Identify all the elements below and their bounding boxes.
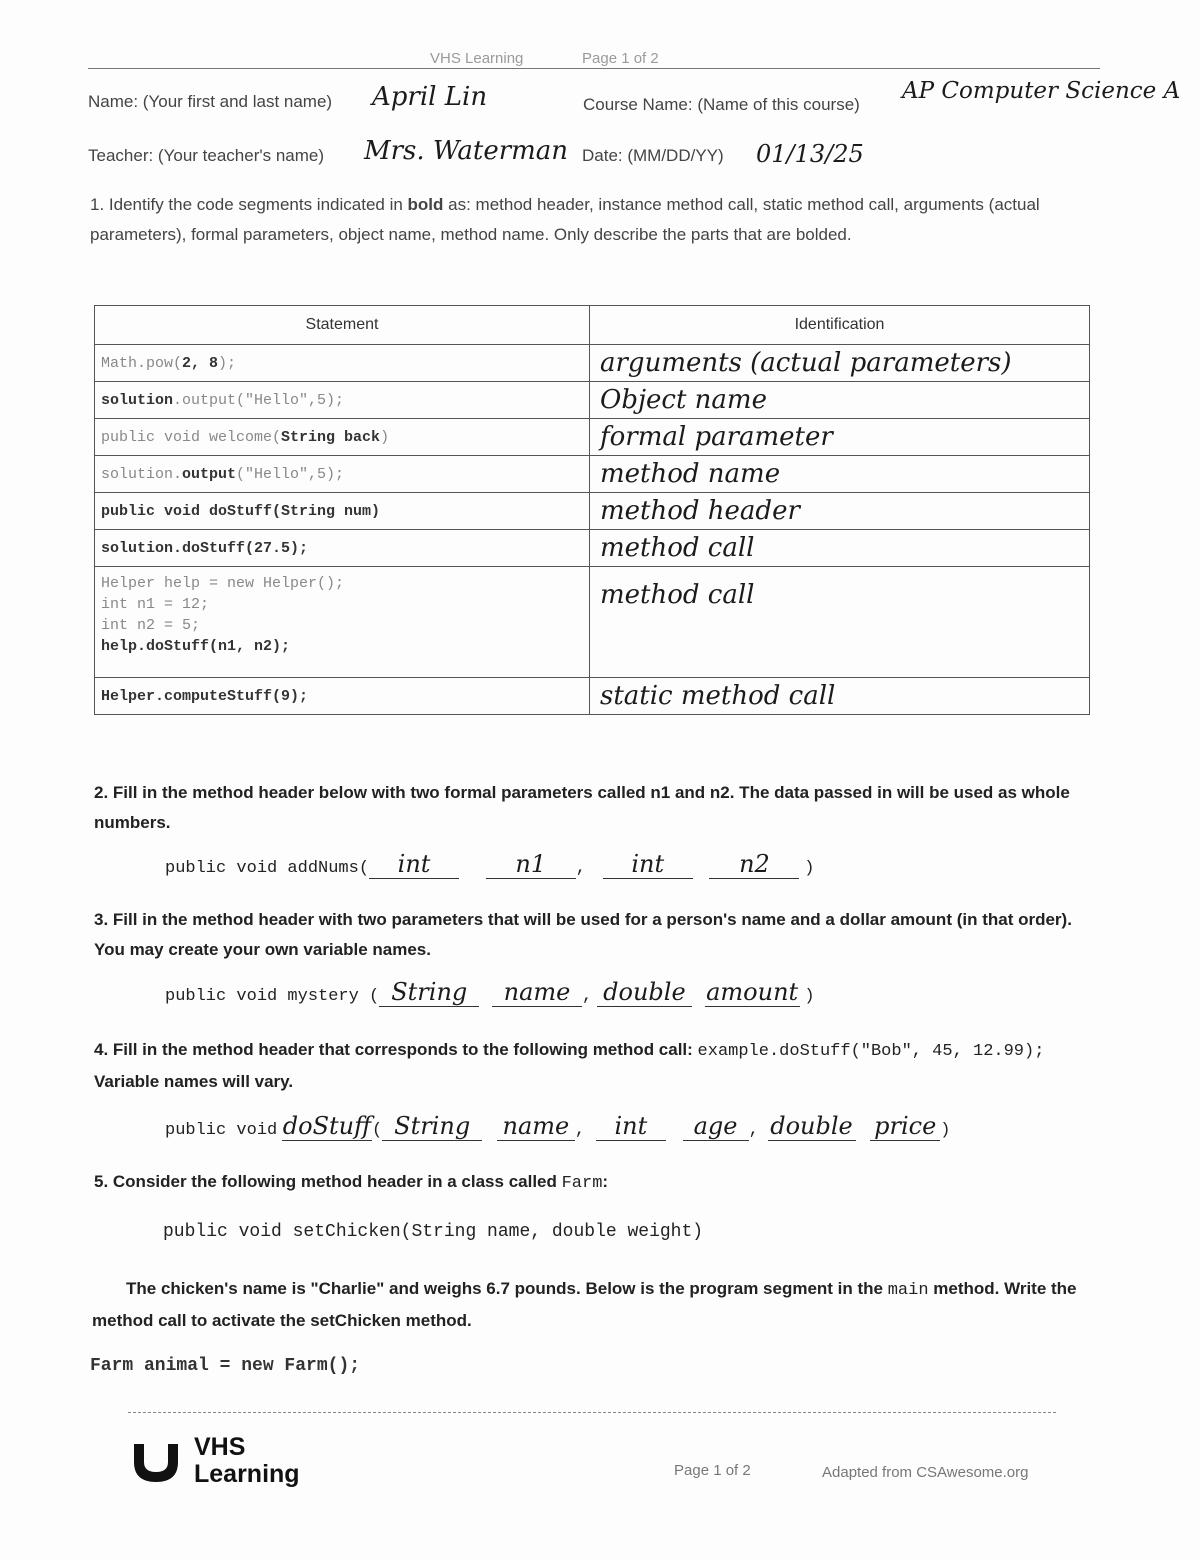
q4-blank[interactable]: price [870,1112,940,1141]
statement-cell [95,456,590,493]
q4-blank[interactable]: int [596,1112,666,1141]
q3-blank[interactable]: amount [706,978,799,1006]
statement-plain: solution. [101,465,183,483]
q2-blank[interactable]: int [369,850,459,879]
statement-plain: ("Hello",5); [236,465,345,483]
logo-text [194,1434,300,1488]
statement-bold: Helper.computeStuff(9); [101,687,309,705]
q3-answer-line: public void mystery ( String name , double amount ) [165,978,815,1006]
table-row [95,493,1090,530]
statement-bold: solution [101,391,174,409]
q2-answer-line: public void addNums( int n1 , int n2 ) [165,850,815,878]
answer-cell: method call [590,530,1090,567]
q5-class-name: Farm [561,1174,603,1193]
q5-description [92,1274,1092,1336]
answer-cell: formal parameter [590,419,1090,456]
q4-code-call: example.doStuff("Bob", 45, 12.99); [697,1042,1045,1061]
footer-rule [128,1412,1056,1413]
q4-blank[interactable]: name [497,1112,575,1141]
q5-header-code: public void setChicken(String name, double weight) [163,1222,704,1242]
col-identification-header: Identification [590,306,1090,345]
q4-text-b: Variable names will vary. [94,1072,294,1091]
logo-line1: VHS [194,1433,246,1461]
course-label: Course Name: (Name of this course) [583,95,860,114]
q2-blank[interactable]: n2 [709,850,799,879]
table-header-row [95,306,1090,345]
statement-bold: String back [281,428,381,446]
statement-line: int n2 = 5; [101,617,201,634]
table-row [95,382,1090,419]
q4-blank[interactable]: double [768,1112,856,1141]
statement-cell [95,345,590,382]
q5-desc-a: The chicken's name is "Charlie" and weighs 6.7 pounds. Below is the program segment in the [126,1279,888,1298]
q3-close-paren: ) [804,987,815,1006]
answer-cell: static method call [590,678,1090,715]
answer-cell: method name [590,456,1090,493]
q4-blank[interactable]: age [683,1112,749,1141]
q3-text: 3. Fill in the method header with two parameters that will be used for a person's name and a dollar amount (in that order). You may create your own variable names. [94,910,1072,959]
statement-plain: public void welcome( [101,428,282,446]
q5-text-a: 5. Consider the following method header in a class called [94,1172,562,1191]
statement-plain: ) [380,428,390,446]
date-value: 01/13/25 [756,140,864,168]
q4-code: public void [165,1121,278,1140]
q5-code-line: Farm animal = new Farm(); [90,1356,361,1376]
q3-blank[interactable]: name [492,978,582,1007]
q4-blank[interactable]: String [382,1112,482,1141]
q4-text-a: 4. Fill in the method header that corresponds to the following method call: [94,1040,698,1059]
q4-close-paren: ) [940,1121,951,1140]
q1-text-a: 1. Identify the code segments indicated in [90,195,408,214]
name-label: Name: (Your first and last name) [88,92,333,111]
q1-text-b: as: method header, instance method call, static method call, arguments (actual parameters), formal parameters, object name, method name. Only describe the parts that are bolded. [90,195,1040,244]
statement-bold: public void doStuff(String num) [101,502,381,520]
table-row [95,567,1090,678]
table-row [95,678,1090,715]
answer-cell: arguments (actual parameters) [590,345,1090,382]
statement-plain: .output("Hello",5); [173,391,345,409]
table-row [95,345,1090,382]
date-label: Date: (MM/DD/YY) [582,146,724,165]
statement-cell [95,493,590,530]
statement-bold: 2, 8 [182,354,219,372]
q2-close-paren: ) [804,859,815,878]
q2-text: 2. Fill in the method header below with two formal parameters called n1 and n2. The data passed in will be used as whole numbers. [94,783,1070,832]
statement-cell [95,678,590,715]
q1-text-bold: bold [407,195,444,214]
q5-text-b: : [602,1172,609,1191]
q3-blank[interactable]: double [597,978,692,1007]
answer-cell: method header [590,493,1090,530]
q5-text [94,1167,608,1199]
q1-instructions [90,190,1090,250]
course-value: AP Computer Science A [902,78,1181,104]
statement-plain: ); [218,354,237,372]
statement-cell [95,419,590,456]
statement-cell [95,530,590,567]
footer-credit: Adapted from CSAwesome.org [822,1464,1029,1481]
logo-line2: Learning [194,1460,300,1488]
table-row [95,456,1090,493]
teacher-value: Mrs. Waterman [364,136,569,166]
col-statement-header: Statement [95,306,590,345]
footer-page: Page 1 of 2 [674,1462,751,1479]
answer-cell: method call [590,567,1090,678]
q2-blank[interactable]: int [603,850,693,879]
q2-code: public void addNums( [165,859,370,878]
top-source-label: VHS Learning [430,50,524,67]
q4-answer-line: public void doStuff( String name , int age , double price ) [165,1112,951,1140]
name-value: April Lin [372,82,488,112]
statement-plain: Math.pow( [101,354,183,372]
top-rule [88,68,1100,69]
statement-bold: solution.doStuff(27.5); [101,539,309,557]
statement-cell [95,382,590,419]
teacher-label: Teacher: (Your teacher's name) [88,146,325,165]
identification-table [94,305,1090,715]
q4-text [94,1035,1094,1097]
statement-line: int n1 = 12; [101,596,210,613]
table-row [95,419,1090,456]
statement-bold: output [182,465,237,483]
top-page-label: Page 1 of 2 [582,50,659,67]
q5-desc-b: method. Write the method call to activate the setChicken method. [92,1279,1077,1330]
vhs-logo-icon [128,1440,184,1486]
statement-bold: help.doStuff(n1, n2); [101,638,291,655]
statement-line: Helper help = new Helper(); [101,575,345,592]
q3-blank[interactable]: String [379,978,479,1007]
q2-blank[interactable]: n1 [486,850,576,879]
q5-desc-main: main [887,1281,929,1300]
q3-code: public void mystery ( [165,987,380,1006]
table-row [95,530,1090,567]
statement-cell [95,567,590,678]
q4-blank[interactable]: doStuff [282,1112,372,1140]
answer-cell: Object name [590,382,1090,419]
